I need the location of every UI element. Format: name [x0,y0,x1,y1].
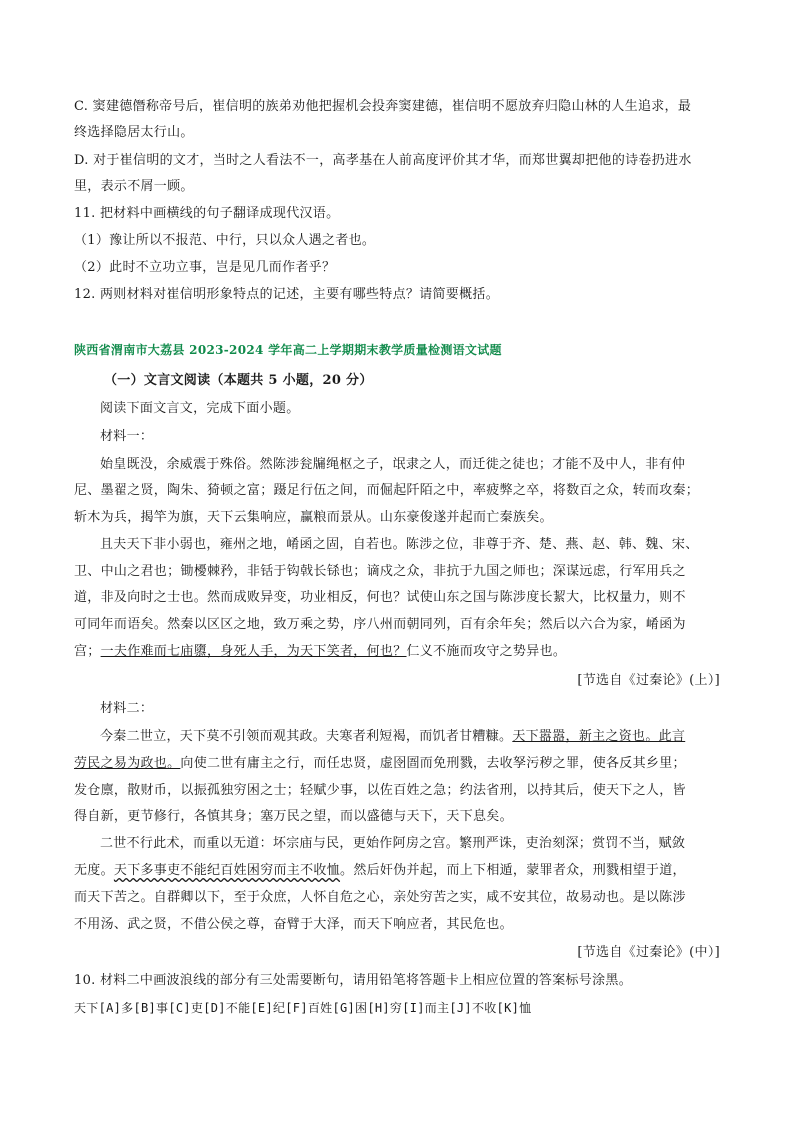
text-line-d1 [74,152,724,170]
text-segment: 二世不行此术，而重以无道：坏宗庙与民，更始作阿房之宫。繁刑严诛，吏治刻深；赏罚不当，赋敛 [100,836,686,851]
text-line-b2 [74,563,724,581]
text-segment: 且夫天下非小弱也，雍州之地，崤函之固，自若也。陈涉之位，非尊于齐、楚、燕、赵、韩、魏、宋、 [100,537,699,552]
text-line-title [74,341,724,359]
text-line-src2 [577,944,720,962]
text-segment: 11. 把材料中画横线的句子翻译成现代汉语。 [74,206,340,221]
text-segment: 12. 两则材料对崔信明形象特点的记述，主要有哪些特点？请简要概括。 [74,287,500,302]
text-line-m2 [100,700,724,718]
text-segment: 无度。 [74,863,114,878]
text-segment: 斩木为兵，揭竿为旗，天下云集响应，赢粮而景从。山东豪俊遂并起而亡秦族矣。 [74,510,553,525]
text-line-q10 [74,972,724,990]
text-line-c2 [74,124,724,142]
text-segment: （2）此时不立功立事，岂是见几而作者乎？ [74,260,336,275]
text-line-a3 [74,509,724,527]
text-segment: 得自新，更节修行，各慎其身；塞万民之望，而以盛德与天下，天下息矣。 [74,809,513,824]
text-line-f1 [100,835,724,853]
text-line-b5 [74,643,724,661]
text-segment: 不用汤、武之贤，不借公侯之尊，奋臂于大泽，而天下响应者，其民危也。 [74,917,513,932]
text-segment: 向使二世有庸主之行，而任忠贤，虚囹圄而免刑戮，去收孥污秽之罪，使各反其乡里； [180,756,686,771]
text-line-m1 [100,428,724,446]
text-line-a2 [74,482,724,500]
text-segment: 陕西省渭南市大荔县 2023-2024 学年高二上学期期末教学质量检测语文试题 [74,343,502,357]
text-line-q11b [74,259,724,277]
text-line-b4 [74,616,724,634]
text-segment: （一）文言文阅读（本题共 5 小题，20 分） [104,373,373,388]
underlined-sentence: 天下嚣嚣，新主之资也。此言 [512,729,686,744]
text-line-a1 [100,456,724,474]
text-segment: 可同年而语矣。然秦以区区之地，致万乘之势，序八州而朝同列，百有余年矣；然后以六合为家，崤函为 [74,617,686,632]
text-segment: 宫； [74,644,101,659]
text-segment: 天下[A]多[B]事[C]吏[D]不能[E]纪[F]百姓[G]困[H]穷[I]而主[J]不收[K]恤 [74,1001,532,1015]
text-segment: 阅读下面文言文，完成下面小题。 [100,401,300,416]
text-line-src1 [577,672,720,690]
text-segment: 材料一： [100,429,154,444]
text-line-sec1 [104,372,754,390]
text-line-b3 [74,589,724,607]
text-line-opts [74,999,724,1017]
text-segment: 卫、中山之君也；锄櫌棘矜，非铦于钩戟长铩也；谪戍之众，非抗于九国之师也；深谋远虑，行军用兵之 [74,564,686,579]
text-segment: [节选自《过秦论》(上）] [577,673,720,688]
text-segment: 今秦二世立，天下莫不引领而观其政。夫寒者利短褐，而饥者甘糟糠。 [100,729,513,744]
text-segment: 。然后奸伪并起，而上下相遁，蒙罪者众，刑戮相望于道， [340,863,686,878]
text-line-c1 [74,98,724,116]
text-line-e1 [100,728,724,746]
text-segment: [节选自《过秦论》(中）] [577,945,720,960]
text-line-q12 [74,286,724,304]
text-segment: 而天下苦之。自群卿以下，至于众庶，人怀自危之心，亲处穷苦之实，咸不安其位，故易动也。是以陈涉 [74,890,686,905]
text-segment: 发仓廪，散财币，以振孤独穷困之士；轻赋少事，以佐百姓之急；约法省刑，以持其后，使天下之人，皆 [74,783,686,798]
text-line-f3 [74,889,724,907]
text-segment: 里，表示不屑一顾。 [74,179,194,194]
text-line-p0 [100,400,724,418]
underlined-sentence: 一夫作难而七庙隳，身死人手，为天下笑者，何也？ [100,644,407,659]
text-segment: 尼、墨翟之贤，陶朱、猗顿之富；蹑足行伍之间，而倔起阡陌之中，率疲弊之卒，将数百之众，转而攻秦； [74,483,700,498]
text-line-f4 [74,916,724,934]
text-line-f2 [74,862,724,880]
text-segment: D. 对于崔信明的文才，当时之人看法不一，高孝基在人前高度评价其才华，而郑世翼却把他的诗卷扔进水 [74,153,692,168]
text-segment: （1）豫让所以不报范、中行，只以众人遇之者也。 [74,233,376,248]
text-line-e3 [74,782,724,800]
text-segment: C. 窦建德僭称帝号后，崔信明的族弟劝他把握机会投奔窦建德，崔信明不愿放弃归隐山林的人生追求，最 [74,99,692,114]
text-line-e4 [74,808,724,826]
text-segment: 仁义不施而攻守之势异也。 [406,644,567,659]
text-line-d2 [74,178,724,196]
text-line-b1 [100,536,724,554]
wavy-underlined-sentence: 天下多事吏不能纪百姓困穷而主不收恤 [113,863,341,878]
text-segment: 10. 材料二中画波浪线的部分有三处需要断句，请用铅笔将答题卡上相应位置的答案标号涂黑。 [74,973,633,988]
text-segment: 始皇既没，余威震于殊俗。然陈涉瓮牖绳枢之子，氓隶之人，而迁徙之徒也；才能不及中人，非有仲 [100,457,686,472]
text-segment: 道，非及向时之士也。然而成败异变，功业相反，何也？试使山东之国与陈涉度长絜大，比权量力，则不 [74,590,686,605]
text-line-q11a [74,232,724,250]
text-segment: 材料二： [100,701,154,716]
text-line-q11 [74,205,724,223]
underlined-sentence: 劳民之易为政也。 [74,756,181,771]
text-segment: 终选择隐居太行山。 [74,125,194,140]
text-line-e2 [74,755,724,773]
